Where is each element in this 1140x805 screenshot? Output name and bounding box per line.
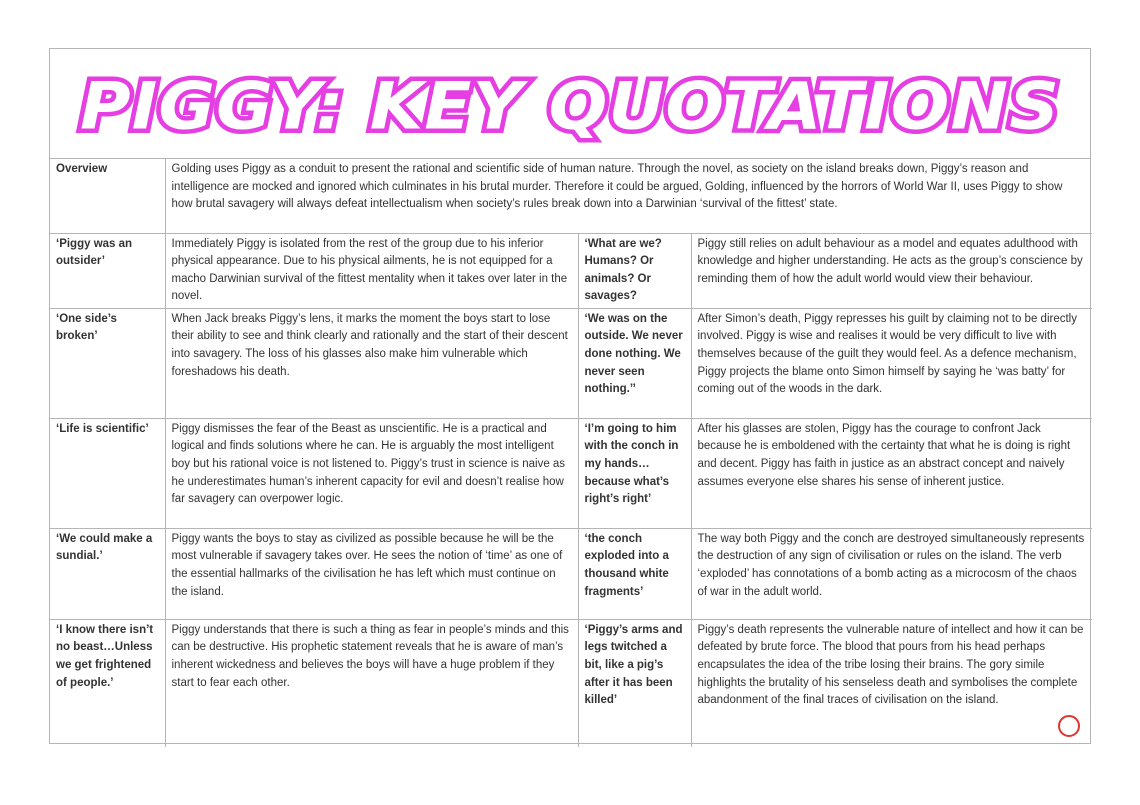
analysis-cell: Piggy still relies on adult behaviour as a model and equates adulthood with knowledge and higher understanding. He acts as the group’s conscience by reminding them of how the adult world would view their behaviour. <box>691 233 1092 308</box>
table-row <box>50 619 1092 747</box>
overview-row <box>50 159 1092 233</box>
page-title: PIGGY: KEY QUOTATIONS <box>79 68 1060 145</box>
quotations-table <box>50 159 1092 747</box>
analysis-cell: When Jack breaks Piggy’s lens, it marks the moment the boys start to lose their ability to see and think clearly and rationally and the start of their descent into savagery. The loss of his glasses also make him vulnerable which foreshadows his death. <box>165 308 578 418</box>
table-row <box>50 308 1092 418</box>
analysis-cell: Piggy dismisses the fear of the Beast as unscientific. He is a practical and logical and finds solutions where he can. He is arguably the most intelligent boy but his rational voice is not listened to. Piggy’s trust in science is naive as he underestimates human’s inherent capacity for evil and doesn’t realise how far savagery can overpower logic. <box>165 418 578 528</box>
quote-cell: ‘What are we? Humans? Or animals? Or savages? <box>578 233 691 308</box>
analysis-cell: Piggy wants the boys to stay as civilized as possible because he will be the most vulnerable if savagery takes over. He sees the notion of ‘time’ as one of the essential hallmarks of the civilisation he has left which must continue on the island. <box>165 528 578 619</box>
quote-cell: ‘I know there isn’t no beast…Unless we get frightened of people.’ <box>50 619 165 747</box>
table-row <box>50 233 1092 308</box>
analysis-cell: Piggy understands that there is such a thing as fear in people’s minds and this can be destructive. His prophetic statement reveals that he is aware of man’s inherent wickedness and believes the boys will have a huge problem if they start to fear each other. <box>165 619 578 747</box>
title-banner <box>50 49 1090 159</box>
analysis-cell: After Simon’s death, Piggy represses his guilt by claiming not to be directly involved. Piggy is wise and realises it would be very difficult to live with themselves because of the guilt they would feel. As a defence mechanism, Piggy projects the blame onto Simon himself by saying he ‘was batty’ for coming out of the woods in the dark. <box>691 308 1092 418</box>
analysis-cell: Immediately Piggy is isolated from the rest of the group due to his inferior physical appearance. Due to his physical ailments, he is not equipped for a macho Darwinian survival of the fittest mentality when it takes over later in the novel. <box>165 233 578 308</box>
quote-cell: ‘We was on the outside. We never done nothing. We never seen nothing.’’ <box>578 308 691 418</box>
quote-cell: ‘Piggy’s arms and legs twitched a bit, like a pig’s after it has been killed’ <box>578 619 691 747</box>
quote-cell: ‘the conch exploded into a thousand white fragments’ <box>578 528 691 619</box>
analysis-cell <box>691 619 1092 747</box>
quote-cell: ‘One side’s broken’ <box>50 308 165 418</box>
analysis-cell: The way both Piggy and the conch are destroyed simultaneously represents the destruction of any sign of civilisation or rules on the island. The verb ‘exploded’ has connotations of a bomb acting as a microcosm of the chaos of war in the adult world. <box>691 528 1092 619</box>
worksheet <box>49 48 1091 744</box>
overview-label: Overview <box>50 159 165 233</box>
quote-cell: ‘Piggy was an outsider’ <box>50 233 165 308</box>
quote-cell: ‘Life is scientific’ <box>50 418 165 528</box>
quote-cell: ‘I’m going to him with the conch in my hands…because what’s right’s right’ <box>578 418 691 528</box>
analysis-cell: After his glasses are stolen, Piggy has the courage to confront Jack because he is emboldened with the certainty that what he is doing is right and decent. Piggy has faith in justice as an abstract concept and naively assumes everyone else shares his sense of inherent justice. <box>691 418 1092 528</box>
analysis-text: Piggy’s death represents the vulnerable nature of intellect and how it can be defeated by brute force. The blood that pours from his head perhaps encapsulates the idea of the tribe losing their brains. The gory simile highlights the brutality of his senseless death and symbolises the complete abandonment of the final traces of civilisation on the island. <box>697 623 1084 707</box>
table-row <box>50 418 1092 528</box>
title-graphic <box>50 49 1090 158</box>
publisher-logo-icon <box>1058 715 1080 737</box>
table-row <box>50 528 1092 619</box>
quote-cell: ‘We could make a sundial.’ <box>50 528 165 619</box>
overview-text: Golding uses Piggy as a conduit to present the rational and scientific side of human nature. Through the novel, as society on the island breaks down, Piggy’s reason and intelligence are mocked and ignored which culminates in his brutal murder. Therefore it could be argued, Golding, influenced by the horrors of World War II, uses Piggy to show how brutal savagery will always defeat intellectualism when society’s rules break down into a Darwinian ‘survival of the fittest’ state. <box>165 159 1092 233</box>
